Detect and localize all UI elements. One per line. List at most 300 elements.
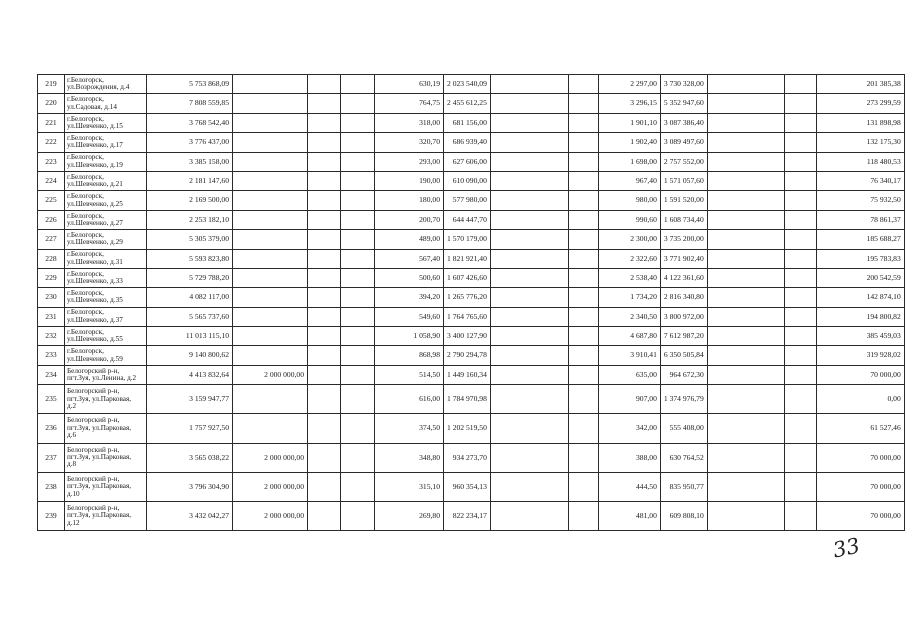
empty-cell xyxy=(707,346,784,365)
value-cell-c10: 907,00 xyxy=(598,385,660,414)
value-cell-c1: 3 159 947,77 xyxy=(147,385,233,414)
address-line: Белогорский р-н, xyxy=(67,503,120,512)
value-cell-c6: 868,98 xyxy=(375,346,444,365)
value-cell-c6: 315,10 xyxy=(375,472,444,501)
value-cell-c11: 2 816 340,80 xyxy=(660,288,707,307)
empty-cell xyxy=(341,268,375,287)
address-line: г.Белогорск, xyxy=(67,153,104,162)
value-cell-c11: 835 950,77 xyxy=(660,472,707,501)
row-number-cell: 227 xyxy=(38,230,65,249)
value-cell-c2 xyxy=(233,171,308,190)
table-row xyxy=(38,385,905,414)
empty-cell xyxy=(308,346,341,365)
value-cell-c7: 2 023 540,09 xyxy=(444,75,491,94)
address-line: ул.Шевченко, д.21 xyxy=(67,180,123,189)
empty-cell xyxy=(784,152,816,171)
value-cell-c2 xyxy=(233,288,308,307)
value-cell-c7: 1 570 179,00 xyxy=(444,230,491,249)
value-cell-c2 xyxy=(233,249,308,268)
row-number-cell: 221 xyxy=(38,113,65,132)
address-line: ул.Шевченко, д.19 xyxy=(67,160,123,169)
empty-cell xyxy=(341,75,375,94)
empty-cell xyxy=(784,307,816,326)
value-cell-c7: 3 400 127,90 xyxy=(444,327,491,346)
value-cell-c2: 2 000 000,00 xyxy=(233,443,308,472)
address-line: Белогорский р-н, xyxy=(67,474,120,483)
empty-cell xyxy=(341,210,375,229)
address-line: г.Белогорск, xyxy=(67,75,104,84)
empty-cell xyxy=(490,113,568,132)
value-cell-c6: 616,00 xyxy=(375,385,444,414)
address-cell xyxy=(65,346,147,365)
value-cell-c13: 70 000,00 xyxy=(816,443,904,472)
empty-cell xyxy=(308,502,341,531)
address-line: г.Белогорск, xyxy=(67,308,104,317)
table-row xyxy=(38,75,905,94)
empty-cell xyxy=(784,472,816,501)
empty-cell xyxy=(784,191,816,210)
value-cell-c10: 388,00 xyxy=(598,443,660,472)
value-cell-c10: 2 340,50 xyxy=(598,307,660,326)
value-cell-c6: 348,80 xyxy=(375,443,444,472)
value-cell-c11: 630 764,52 xyxy=(660,443,707,472)
value-cell-c6: 489,00 xyxy=(375,230,444,249)
empty-cell xyxy=(490,268,568,287)
value-cell-c13: 75 932,50 xyxy=(816,191,904,210)
address-line: Белогорский р-н, xyxy=(67,416,120,425)
value-cell-c7: 1 202 519,50 xyxy=(444,414,491,443)
empty-cell xyxy=(568,113,598,132)
value-cell-c1: 7 808 559,85 xyxy=(147,94,233,113)
empty-cell xyxy=(707,249,784,268)
value-cell-c13: 0,00 xyxy=(816,385,904,414)
address-cell xyxy=(65,133,147,152)
row-number-cell: 224 xyxy=(38,171,65,190)
empty-cell xyxy=(308,268,341,287)
address-cell xyxy=(65,268,147,287)
table-row xyxy=(38,113,905,132)
value-cell-c13: 194 800,82 xyxy=(816,307,904,326)
address-line: Белогорский р-н, xyxy=(67,387,120,396)
value-cell-c10: 2 300,00 xyxy=(598,230,660,249)
empty-cell xyxy=(784,94,816,113)
empty-cell xyxy=(784,133,816,152)
value-cell-c2 xyxy=(233,230,308,249)
address-cell xyxy=(65,210,147,229)
value-cell-c6: 269,80 xyxy=(375,502,444,531)
empty-cell xyxy=(308,385,341,414)
value-cell-c1: 2 169 500,00 xyxy=(147,191,233,210)
address-line: Белогорский р-н, xyxy=(67,366,120,375)
empty-cell xyxy=(568,75,598,94)
address-line: г.Белогорск, xyxy=(67,347,104,356)
empty-cell xyxy=(490,307,568,326)
empty-cell xyxy=(308,365,341,384)
value-cell-c10: 3 296,15 xyxy=(598,94,660,113)
empty-cell xyxy=(490,365,568,384)
table-row xyxy=(38,230,905,249)
empty-cell xyxy=(341,443,375,472)
value-cell-c1: 3 768 542,40 xyxy=(147,113,233,132)
value-cell-c7: 1 607 426,60 xyxy=(444,268,491,287)
value-cell-c1: 5 753 868,09 xyxy=(147,75,233,94)
value-cell-c1: 11 013 115,10 xyxy=(147,327,233,346)
empty-cell xyxy=(341,414,375,443)
value-cell-c10: 481,00 xyxy=(598,502,660,531)
value-cell-c11: 2 757 552,00 xyxy=(660,152,707,171)
value-cell-c13: 195 783,83 xyxy=(816,249,904,268)
empty-cell xyxy=(707,502,784,531)
value-cell-c13: 142 874,10 xyxy=(816,288,904,307)
empty-cell xyxy=(568,249,598,268)
row-number-cell: 231 xyxy=(38,307,65,326)
value-cell-c6: 180,00 xyxy=(375,191,444,210)
empty-cell xyxy=(568,307,598,326)
value-cell-c11: 1 591 520,00 xyxy=(660,191,707,210)
value-cell-c13: 201 385,38 xyxy=(816,75,904,94)
value-cell-c13: 185 688,27 xyxy=(816,230,904,249)
empty-cell xyxy=(308,133,341,152)
address-line: г.Белогорск, xyxy=(67,211,104,220)
address-cell xyxy=(65,75,147,94)
value-cell-c6: 549,60 xyxy=(375,307,444,326)
address-line: г.Белогорск, xyxy=(67,230,104,239)
row-number-cell: 225 xyxy=(38,191,65,210)
value-cell-c2 xyxy=(233,307,308,326)
empty-cell xyxy=(308,230,341,249)
address-cell xyxy=(65,171,147,190)
address-cell xyxy=(65,152,147,171)
row-number-cell: 237 xyxy=(38,443,65,472)
address-cell xyxy=(65,365,147,384)
empty-cell xyxy=(707,268,784,287)
empty-cell xyxy=(341,288,375,307)
value-cell-c1: 1 757 927,50 xyxy=(147,414,233,443)
value-cell-c2 xyxy=(233,385,308,414)
value-cell-c6: 394,20 xyxy=(375,288,444,307)
value-cell-c1: 9 140 800,62 xyxy=(147,346,233,365)
empty-cell xyxy=(784,443,816,472)
value-cell-c13: 118 480,53 xyxy=(816,152,904,171)
value-cell-c13: 70 000,00 xyxy=(816,365,904,384)
empty-cell xyxy=(341,249,375,268)
empty-cell xyxy=(490,502,568,531)
table-row xyxy=(38,472,905,501)
empty-cell xyxy=(308,210,341,229)
value-cell-c2 xyxy=(233,346,308,365)
value-cell-c10: 635,00 xyxy=(598,365,660,384)
address-line: пгт.Зуя, ул.Парковая, xyxy=(67,482,132,491)
value-cell-c10: 2 297,00 xyxy=(598,75,660,94)
address-cell xyxy=(65,307,147,326)
row-number-cell: 238 xyxy=(38,472,65,501)
row-number-cell: 229 xyxy=(38,268,65,287)
empty-cell xyxy=(341,472,375,501)
address-line: ул.Шевченко, д.27 xyxy=(67,218,123,227)
value-cell-c11: 4 122 361,60 xyxy=(660,268,707,287)
value-cell-c7: 610 090,00 xyxy=(444,171,491,190)
address-line: пгт.Зуя, ул.Ленина, д.2 xyxy=(67,374,137,383)
empty-cell xyxy=(784,75,816,94)
value-cell-c7: 2 455 612,25 xyxy=(444,94,491,113)
address-line: д.12 xyxy=(67,518,80,527)
value-cell-c1: 5 565 737,60 xyxy=(147,307,233,326)
value-cell-c10: 967,40 xyxy=(598,171,660,190)
empty-cell xyxy=(308,249,341,268)
row-number-cell: 230 xyxy=(38,288,65,307)
value-cell-c11: 3 730 328,00 xyxy=(660,75,707,94)
address-line: ул.Шевченко, д.31 xyxy=(67,257,123,266)
row-number-cell: 236 xyxy=(38,414,65,443)
value-cell-c6: 293,00 xyxy=(375,152,444,171)
value-cell-c1: 4 082 117,00 xyxy=(147,288,233,307)
empty-cell xyxy=(308,327,341,346)
value-cell-c1: 5 305 379,00 xyxy=(147,230,233,249)
empty-cell xyxy=(784,113,816,132)
value-cell-c2 xyxy=(233,327,308,346)
empty-cell xyxy=(707,75,784,94)
value-cell-c2 xyxy=(233,210,308,229)
empty-cell xyxy=(707,133,784,152)
empty-cell xyxy=(341,385,375,414)
table-row xyxy=(38,152,905,171)
address-line: г.Белогорск, xyxy=(67,95,104,104)
value-cell-c6: 514,50 xyxy=(375,365,444,384)
row-number-cell: 223 xyxy=(38,152,65,171)
empty-cell xyxy=(568,268,598,287)
value-cell-c11: 3 735 200,00 xyxy=(660,230,707,249)
value-cell-c13: 61 527,46 xyxy=(816,414,904,443)
value-cell-c11: 5 352 947,60 xyxy=(660,94,707,113)
empty-cell xyxy=(707,288,784,307)
value-cell-c11: 3 087 386,40 xyxy=(660,113,707,132)
value-cell-c2 xyxy=(233,133,308,152)
value-cell-c6: 318,00 xyxy=(375,113,444,132)
address-line: ул.Шевченко, д.33 xyxy=(67,277,123,286)
value-cell-c13: 319 928,02 xyxy=(816,346,904,365)
value-cell-c10: 1 734,20 xyxy=(598,288,660,307)
value-cell-c13: 131 898,98 xyxy=(816,113,904,132)
value-cell-c13: 200 542,59 xyxy=(816,268,904,287)
value-cell-c10: 990,60 xyxy=(598,210,660,229)
row-number-cell: 234 xyxy=(38,365,65,384)
empty-cell xyxy=(490,443,568,472)
empty-cell xyxy=(784,230,816,249)
empty-cell xyxy=(568,385,598,414)
address-line: ул.Шевченко, д.37 xyxy=(67,315,123,324)
value-cell-c13: 273 299,59 xyxy=(816,94,904,113)
address-line: г.Белогорск, xyxy=(67,172,104,181)
value-cell-c6: 200,70 xyxy=(375,210,444,229)
empty-cell xyxy=(568,472,598,501)
value-cell-c1: 3 385 158,00 xyxy=(147,152,233,171)
value-cell-c2 xyxy=(233,414,308,443)
value-cell-c11: 7 612 987,20 xyxy=(660,327,707,346)
empty-cell xyxy=(568,152,598,171)
value-cell-c10: 3 910,41 xyxy=(598,346,660,365)
empty-cell xyxy=(341,327,375,346)
empty-cell xyxy=(784,171,816,190)
table-row xyxy=(38,268,905,287)
empty-cell xyxy=(341,94,375,113)
address-line: ул.Садовая, д.14 xyxy=(67,102,117,111)
table-row xyxy=(38,210,905,229)
empty-cell xyxy=(707,191,784,210)
value-cell-c6: 500,60 xyxy=(375,268,444,287)
table-row xyxy=(38,443,905,472)
value-cell-c11: 964 672,30 xyxy=(660,365,707,384)
address-cell xyxy=(65,191,147,210)
address-line: ул.Шевченко, д.59 xyxy=(67,354,123,363)
address-cell xyxy=(65,443,147,472)
row-number-cell: 239 xyxy=(38,502,65,531)
empty-cell xyxy=(490,75,568,94)
empty-cell xyxy=(568,502,598,531)
value-cell-c7: 577 980,00 xyxy=(444,191,491,210)
address-line: пгт.Зуя, ул.Парковая, xyxy=(67,394,132,403)
address-line: г.Белогорск, xyxy=(67,289,104,298)
empty-cell xyxy=(707,365,784,384)
value-cell-c11: 6 350 505,84 xyxy=(660,346,707,365)
empty-cell xyxy=(308,307,341,326)
address-cell xyxy=(65,385,147,414)
value-cell-c2 xyxy=(233,75,308,94)
empty-cell xyxy=(568,443,598,472)
address-line: пгт.Зуя, ул.Парковая, xyxy=(67,453,132,462)
address-cell xyxy=(65,288,147,307)
empty-cell xyxy=(784,414,816,443)
empty-cell xyxy=(784,249,816,268)
table-row xyxy=(38,365,905,384)
empty-cell xyxy=(784,346,816,365)
empty-cell xyxy=(784,502,816,531)
table-row xyxy=(38,94,905,113)
empty-cell xyxy=(490,210,568,229)
address-line: пгт.Зуя, ул.Парковая, xyxy=(67,423,132,432)
value-cell-c2 xyxy=(233,268,308,287)
address-line: г.Белогорск, xyxy=(67,114,104,123)
empty-cell xyxy=(341,307,375,326)
value-cell-c1: 5 593 823,80 xyxy=(147,249,233,268)
address-line: ул.Шевченко, д.29 xyxy=(67,238,123,247)
value-cell-c7: 2 790 294,78 xyxy=(444,346,491,365)
empty-cell xyxy=(784,385,816,414)
table-row xyxy=(38,249,905,268)
value-cell-c13: 76 340,17 xyxy=(816,171,904,190)
empty-cell xyxy=(568,191,598,210)
value-cell-c7: 627 606,00 xyxy=(444,152,491,171)
empty-cell xyxy=(568,327,598,346)
empty-cell xyxy=(784,268,816,287)
empty-cell xyxy=(341,133,375,152)
address-line: Белогорский р-н, xyxy=(67,445,120,454)
value-cell-c6: 567,40 xyxy=(375,249,444,268)
value-cell-c11: 3 771 902,40 xyxy=(660,249,707,268)
value-cell-c1: 2 253 182,10 xyxy=(147,210,233,229)
row-number-cell: 228 xyxy=(38,249,65,268)
address-cell xyxy=(65,472,147,501)
value-cell-c13: 132 175,30 xyxy=(816,133,904,152)
value-cell-c7: 686 939,40 xyxy=(444,133,491,152)
empty-cell xyxy=(707,443,784,472)
empty-cell xyxy=(707,230,784,249)
value-cell-c2 xyxy=(233,94,308,113)
address-cell xyxy=(65,502,147,531)
value-cell-c10: 342,00 xyxy=(598,414,660,443)
empty-cell xyxy=(568,133,598,152)
value-cell-c7: 1 784 970,98 xyxy=(444,385,491,414)
table-row xyxy=(38,346,905,365)
empty-cell xyxy=(490,414,568,443)
value-cell-c11: 555 408,00 xyxy=(660,414,707,443)
empty-cell xyxy=(490,133,568,152)
table-row xyxy=(38,191,905,210)
empty-cell xyxy=(707,152,784,171)
value-cell-c1: 3 776 437,00 xyxy=(147,133,233,152)
empty-cell xyxy=(341,171,375,190)
address-cell xyxy=(65,414,147,443)
value-cell-c1: 3 796 304,90 xyxy=(147,472,233,501)
value-cell-c7: 644 447,70 xyxy=(444,210,491,229)
empty-cell xyxy=(707,210,784,229)
value-cell-c7: 1 821 921,40 xyxy=(444,249,491,268)
row-number-cell: 220 xyxy=(38,94,65,113)
empty-cell xyxy=(490,385,568,414)
address-line: г.Белогорск, xyxy=(67,327,104,336)
value-cell-c11: 609 808,10 xyxy=(660,502,707,531)
empty-cell xyxy=(707,385,784,414)
empty-cell xyxy=(308,443,341,472)
empty-cell xyxy=(707,307,784,326)
table-row xyxy=(38,502,905,531)
table-row xyxy=(38,414,905,443)
value-cell-c10: 1 901,10 xyxy=(598,113,660,132)
empty-cell xyxy=(784,210,816,229)
value-cell-c7: 934 273,70 xyxy=(444,443,491,472)
empty-cell xyxy=(707,94,784,113)
address-line: ул.Шевченко, д.55 xyxy=(67,335,123,344)
value-cell-c11: 3 800 972,00 xyxy=(660,307,707,326)
value-cell-c10: 2 538,40 xyxy=(598,268,660,287)
value-cell-c2 xyxy=(233,191,308,210)
empty-cell xyxy=(784,327,816,346)
address-line: ул.Шевченко, д.15 xyxy=(67,121,123,130)
empty-cell xyxy=(707,472,784,501)
table-body xyxy=(38,75,905,531)
empty-cell xyxy=(341,191,375,210)
value-cell-c6: 764,75 xyxy=(375,94,444,113)
value-cell-c6: 1 058,90 xyxy=(375,327,444,346)
value-cell-c2: 2 000 000,00 xyxy=(233,502,308,531)
address-cell xyxy=(65,327,147,346)
value-cell-c10: 444,50 xyxy=(598,472,660,501)
row-number-cell: 226 xyxy=(38,210,65,229)
empty-cell xyxy=(341,346,375,365)
empty-cell xyxy=(308,113,341,132)
address-line: ул.Шевченко, д.17 xyxy=(67,141,123,150)
empty-cell xyxy=(707,171,784,190)
address-line: д.2 xyxy=(67,402,77,411)
empty-cell xyxy=(490,230,568,249)
empty-cell xyxy=(490,152,568,171)
empty-cell xyxy=(568,171,598,190)
empty-cell xyxy=(308,152,341,171)
empty-cell xyxy=(490,288,568,307)
empty-cell xyxy=(707,113,784,132)
value-cell-c6: 374,50 xyxy=(375,414,444,443)
empty-cell xyxy=(490,171,568,190)
value-cell-c11: 1 608 734,40 xyxy=(660,210,707,229)
